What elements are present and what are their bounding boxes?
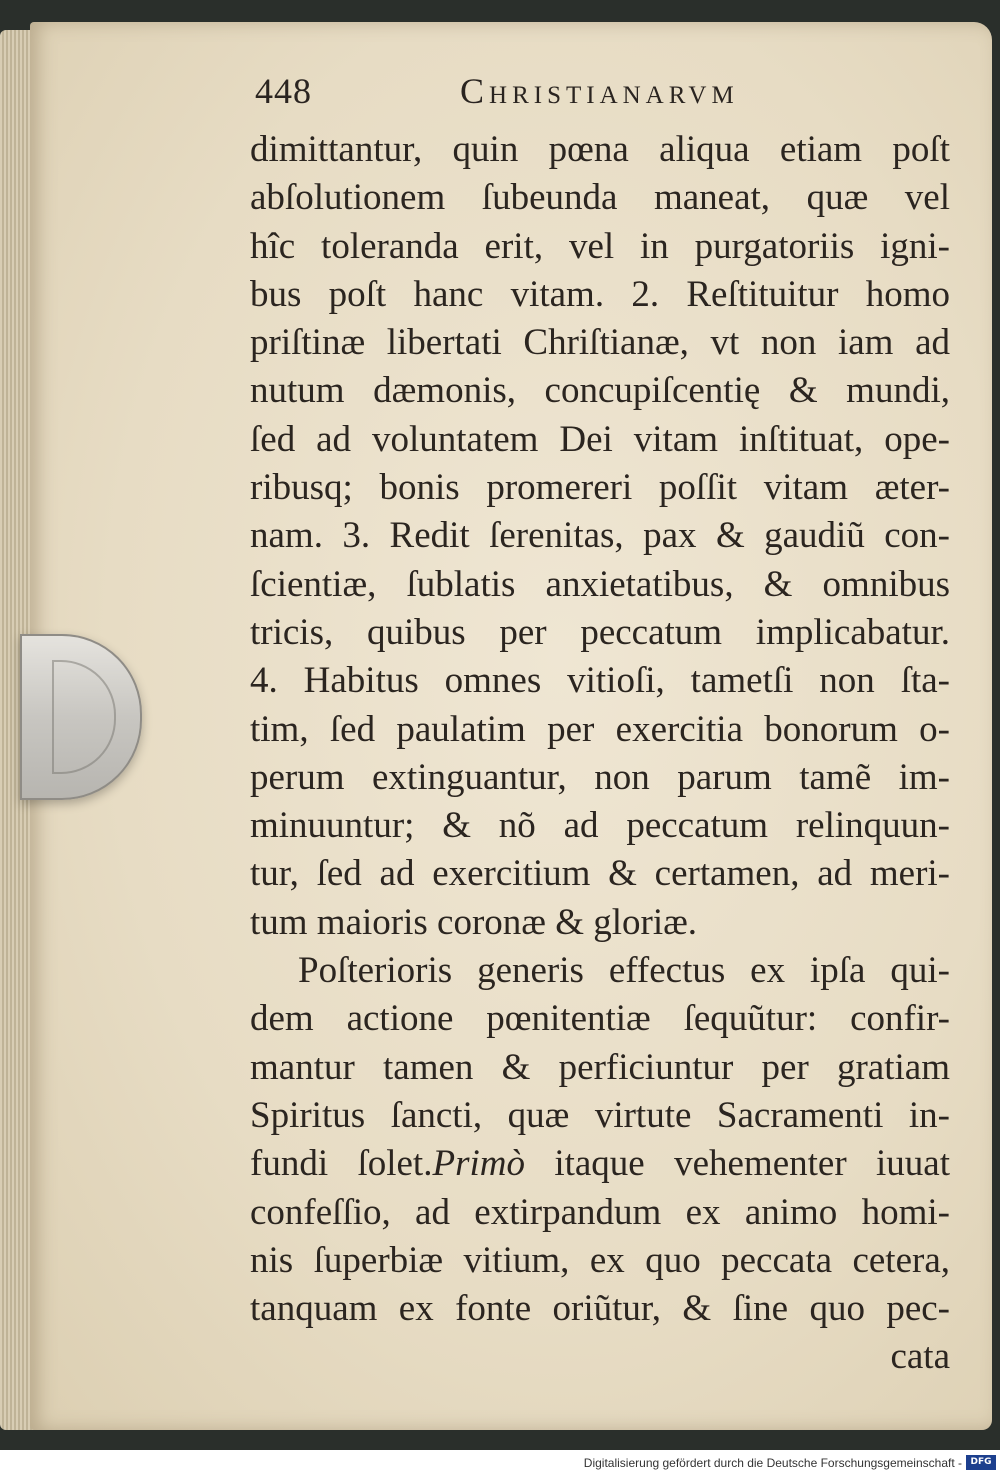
text-line: ſcientiæ, ſublatis anxietatibus, & omnibus bbox=[250, 563, 950, 605]
body-text bbox=[250, 126, 950, 1382]
text-line: nam. 3. Redit ſerenitas, pax & gaudiũ con- bbox=[250, 515, 950, 557]
text-line: priſtinæ libertati Chriſtianæ, vt non iam ad bbox=[250, 322, 950, 364]
clip-inner-ring bbox=[52, 660, 116, 774]
text-line: tanquam ex fonte oriũtur, & ſine quo pec- bbox=[250, 1288, 950, 1330]
running-title: Christianarvm bbox=[460, 71, 739, 111]
text-line-with-italic bbox=[250, 1140, 950, 1188]
text-line: tim, ſed paulatim per exercitia bonorum o- bbox=[250, 708, 950, 750]
dfg-logo: DFG bbox=[966, 1455, 996, 1470]
text-line: tricis, quibus per peccatum implicabatur. bbox=[250, 611, 950, 653]
page-header bbox=[255, 70, 835, 120]
text-line: Spiritus ſancti, quæ virtute Sacramenti in- bbox=[250, 1094, 950, 1136]
text-line: ſed ad voluntatem Dei vitam inſtituat, ope- bbox=[250, 418, 950, 460]
text-line: nutum dæmonis, concupiſcentię & mundi, bbox=[250, 370, 950, 412]
italic-word: Primò bbox=[432, 1143, 525, 1185]
text-line: ribusq; bonis promereri poſſit vitam æter- bbox=[250, 467, 950, 509]
text-line: hîc toleranda erit, vel in purgatoriis igni- bbox=[250, 225, 950, 267]
text-line: confeſſio, ad extirpandum ex animo homi- bbox=[250, 1191, 950, 1233]
text-line: 4. Habitus omnes vitioſi, tametſi non ſta- bbox=[250, 660, 950, 702]
text-segment: fundi ſolet. bbox=[250, 1143, 433, 1185]
text-line: nis ſuperbiæ vitium, ex quo peccata cetera, bbox=[250, 1239, 950, 1281]
catchword: cata bbox=[890, 1336, 950, 1378]
footer-credit-bar bbox=[0, 1452, 1000, 1474]
page-number: 448 bbox=[255, 71, 312, 111]
text-line: dem actione pœnitentiæ ſequũtur: confir- bbox=[250, 998, 950, 1040]
text-line: abſolutionem ſubeunda maneat, quæ vel bbox=[250, 177, 950, 219]
page-clip bbox=[20, 634, 142, 800]
text-line-paragraph-end: tum maioris coronæ & gloriæ. bbox=[250, 901, 698, 943]
paragraph-first-line: Poſterioris generis effectus ex ipſa qui- bbox=[298, 950, 950, 992]
text-line: dimittantur, quin pœna aliqua etiam poſt bbox=[250, 129, 950, 170]
text-line: bus poſt hanc vitam. 2. Reſtituitur homo bbox=[250, 273, 950, 315]
funding-credit: Digitalisierung gefördert durch die Deutsche Forschungsgemeinschaft - bbox=[583, 1456, 962, 1470]
text-line: minuuntur; & nõ ad peccatum relinquun- bbox=[250, 805, 950, 847]
text-line: mantur tamen & perficiuntur per gratiam bbox=[250, 1046, 950, 1088]
text-line: perum extinguantur, non parum tamẽ im- bbox=[250, 756, 950, 798]
text-segment: itaque vehementer iuuat bbox=[524, 1143, 950, 1185]
text-line: tur, ſed ad exercitium & certamen, ad meri- bbox=[250, 853, 950, 895]
